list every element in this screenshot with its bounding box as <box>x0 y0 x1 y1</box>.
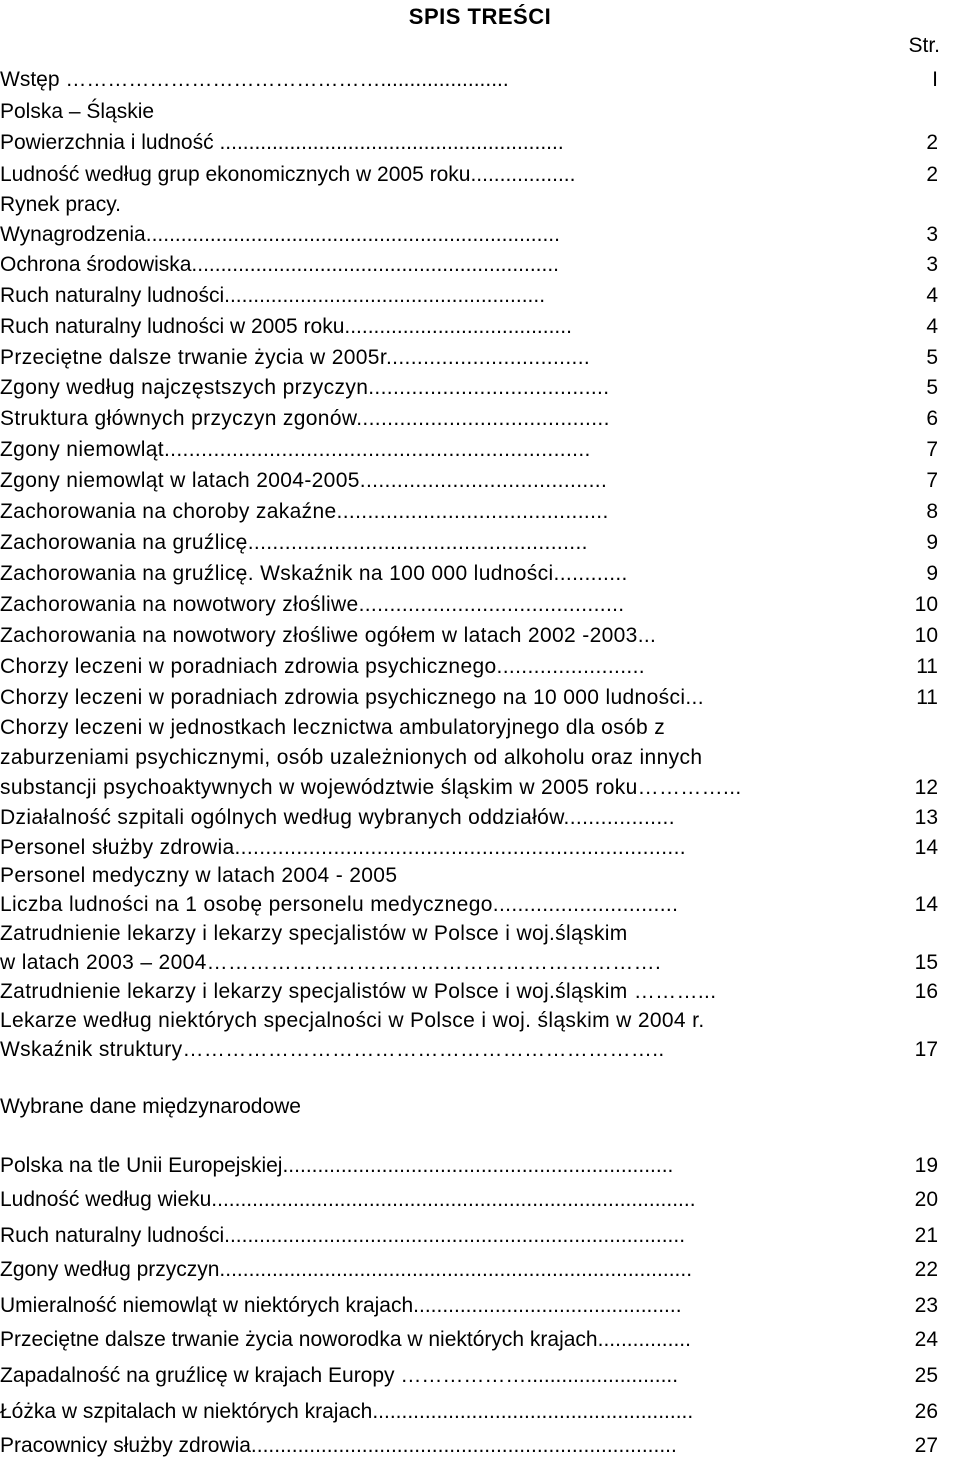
toc-entry-title: Wstęp ………………………………………...................... <box>0 68 509 91</box>
toc-entry-page: 3 <box>926 223 938 246</box>
toc-entry-page: 27 <box>914 1434 938 1457</box>
toc-entry-title: Polska na tle Unii Europejskiej................................................................... <box>0 1154 674 1177</box>
toc-entry-page: 10 <box>914 624 938 647</box>
toc-entry-page: 9 <box>926 531 938 554</box>
toc-entry-title: Działalność szpitali ogólnych według wybranych oddziałów.................. <box>0 806 675 829</box>
toc-entry-title: Umieralność niemowląt w niektórych krajach.............................................. <box>0 1294 682 1317</box>
toc-entry-title: Zachorowania na gruźlicę....................................................... <box>0 531 588 554</box>
toc-entry-title: zaburzeniami psychicznymi, osób uzależnionych od alkoholu oraz innych <box>0 746 703 769</box>
toc-entry-page: 5 <box>926 346 938 369</box>
toc-entry-page: 21 <box>914 1224 938 1247</box>
toc-entry-page: 10 <box>914 593 938 616</box>
toc-entry-title: Lekarze według niektórych specjalności w Polsce i woj. śląskim w 2004 r. <box>0 1009 705 1032</box>
toc-entry-page: 4 <box>926 284 938 307</box>
toc-entry-title: substancji psychoaktywnych w województwie śląskim w 2005 roku…………... <box>0 776 742 799</box>
toc-entry-page: 13 <box>914 806 938 829</box>
toc-entry-title: Liczba ludności na 1 osobę personelu medycznego.............................. <box>0 893 679 916</box>
toc-entry-page: 2 <box>926 163 938 186</box>
toc-entry-page: 24 <box>914 1328 938 1351</box>
toc-entry-page: 17 <box>914 1038 938 1061</box>
page-title: SPIS TREŚCI <box>408 4 552 29</box>
toc-entry-title: Zachorowania na nowotwory złośliwe........................................... <box>0 593 625 616</box>
toc-entry-page: 14 <box>914 893 938 916</box>
toc-entry-page: 5 <box>926 376 938 399</box>
toc-entry-title: Rynek pracy. <box>0 193 121 216</box>
toc-entry-title: Zachorowania na gruźlicę. Wskaźnik na 100 000 ludności............ <box>0 562 628 585</box>
toc-entry-page: 12 <box>914 776 938 799</box>
toc-entry-title: Ochrona środowiska............................................................... <box>0 253 559 276</box>
toc-entry-page: I <box>932 68 938 91</box>
toc-entry-page: 6 <box>926 407 938 430</box>
toc-entry-page: 23 <box>914 1294 938 1317</box>
toc-entry-title: Wskaźnik struktury………………………………………………………….. <box>0 1038 665 1061</box>
section-heading-international: Wybrane dane międzynarodowe <box>0 1095 301 1118</box>
toc-entry-title: Pracownicy służby zdrowia......................................................................... <box>0 1434 677 1457</box>
toc-entry-title: Przeciętne dalsze trwanie życia w 2005r................................. <box>0 346 591 369</box>
toc-entry-page: 20 <box>914 1188 938 1211</box>
toc-entry-title: Personel służby zdrowia......................................................................... <box>0 836 686 859</box>
toc-entry-page: 7 <box>926 469 938 492</box>
toc-entry-page: 3 <box>926 253 938 276</box>
toc-entry-title: Polska – Śląskie <box>0 100 155 123</box>
toc-entry-page: 9 <box>926 562 938 585</box>
page-column-label: Str. <box>908 34 940 57</box>
toc-entry-title: Ruch naturalny ludności............................................................................... <box>0 1224 686 1247</box>
toc-entry-title: Ludność według wieku................................................................................... <box>0 1188 696 1211</box>
toc-entry-title: Zgony według przyczyn................................................................................. <box>0 1258 693 1281</box>
toc-entry-title: Chorzy leczeni w jednostkach lecznictwa ambulatoryjnego dla osób z <box>0 716 666 739</box>
toc-entry-page: 14 <box>914 836 938 859</box>
toc-entry-title: Chorzy leczeni w poradniach zdrowia psychicznego na 10 000 ludności... <box>0 686 704 709</box>
toc-entry-page: 11 <box>916 655 938 678</box>
toc-entry-page: 11 <box>916 686 938 709</box>
toc-entry-title: Chorzy leczeni w poradniach zdrowia psychicznego........................ <box>0 655 645 678</box>
toc-entry-title: Zatrudnienie lekarzy i lekarzy specjalistów w Polsce i woj.śląskim <box>0 922 628 945</box>
toc-entry-title: Zgony niemowląt..................................................................... <box>0 438 591 461</box>
toc-entry-page: 22 <box>914 1258 938 1281</box>
toc-entry-page: 16 <box>914 980 938 1003</box>
toc-entry-title: Zgony niemowląt w latach 2004-2005........................................ <box>0 469 608 492</box>
toc-entry-title: Zgony według najczęstszych przyczyn....................................... <box>0 376 610 399</box>
toc-entry-title: Przeciętne dalsze trwanie życia noworodka w niektórych krajach................ <box>0 1328 691 1351</box>
toc-entry-title: Łóżka w szpitalach w niektórych krajach....................................................... <box>0 1400 694 1423</box>
toc-entry-page: 8 <box>926 500 938 523</box>
toc-entry-title: Ruch naturalny ludności w 2005 roku....................................... <box>0 315 572 338</box>
toc-entry-page: 25 <box>914 1364 938 1387</box>
toc-entry-title: Ludność według grup ekonomicznych w 2005 roku.................. <box>0 163 576 186</box>
toc-entry-title: Powierzchnia i ludność ........................................................... <box>0 131 564 154</box>
toc-entry-title: Zatrudnienie lekarzy i lekarzy specjalistów w Polsce i woj.śląskim ………... <box>0 980 717 1003</box>
toc-entry-title: Zapadalność na gruźlicę w krajach Europy ……………….......................... <box>0 1364 679 1387</box>
toc-entry-title: Zachorowania na nowotwory złośliwe ogółem w latach 2002 -2003... <box>0 624 657 647</box>
toc-entry-title: Wynagrodzenia....................................................................... <box>0 223 560 246</box>
toc-entry-title: Zachorowania na choroby zakaźne............................................ <box>0 500 609 523</box>
toc-entry-title: Personel medyczny w latach 2004 - 2005 <box>0 864 398 887</box>
toc-entry-title: Struktura głównych przyczyn zgonów......................................... <box>0 407 610 430</box>
toc-entry-page: 4 <box>926 315 938 338</box>
toc-entry-page: 2 <box>926 131 938 154</box>
toc-entry-page: 7 <box>926 438 938 461</box>
toc-entry-title: Ruch naturalny ludności....................................................... <box>0 284 546 307</box>
toc-entry-title: w latach 2003 – 2004………………………………………………………. <box>0 951 662 974</box>
toc-entry-page: 15 <box>914 951 938 974</box>
toc-entry-page: 26 <box>914 1400 938 1423</box>
toc-entry-page: 19 <box>914 1154 938 1177</box>
